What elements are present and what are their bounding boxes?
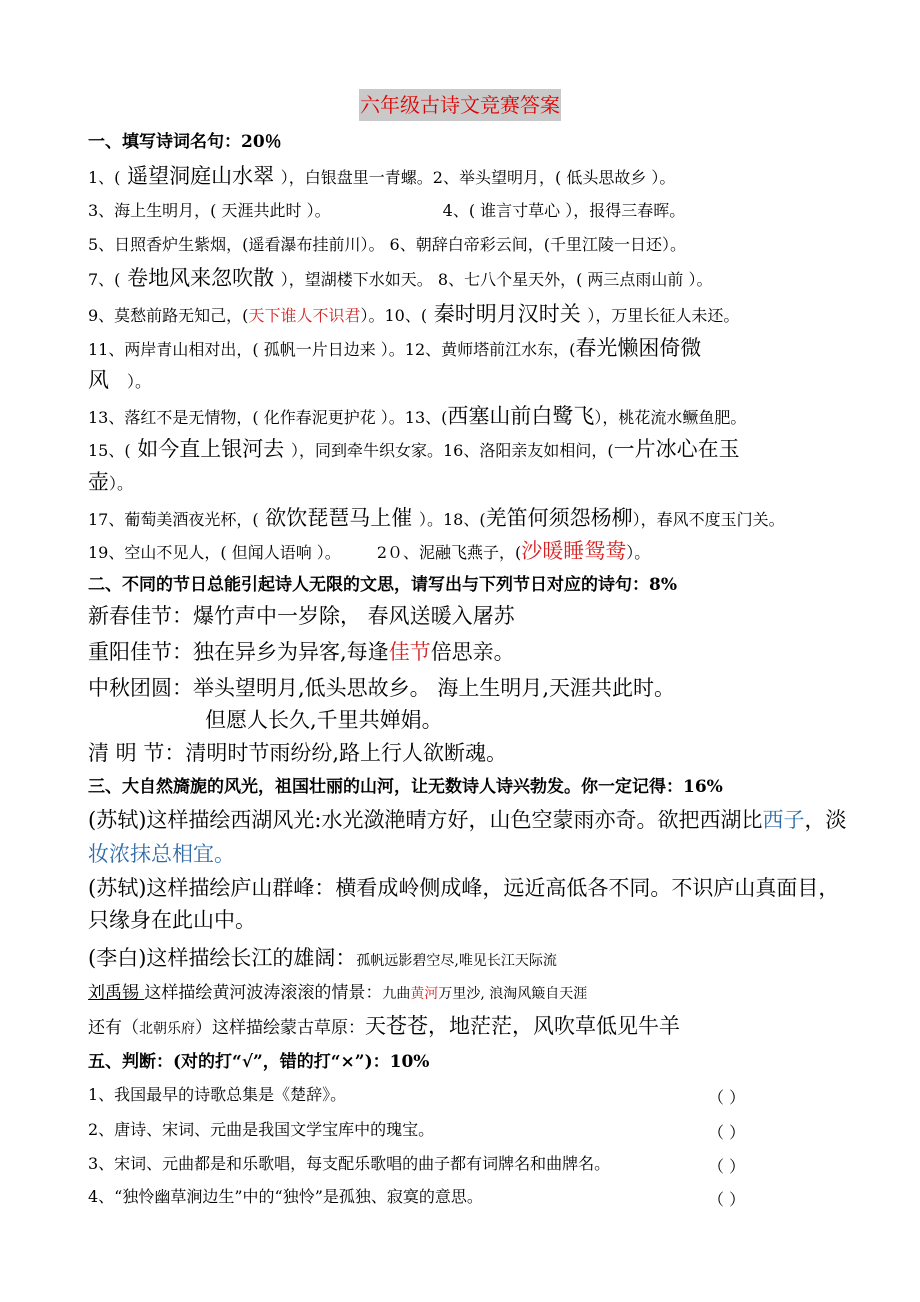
answer-blank: （ ） [708,1157,746,1176]
section-3-heading: 三、大自然旖旎的风光，祖国壮丽的山河，让无数诗人诗兴勃发。你一定记得：16% [88,777,723,797]
question-line: 3、海上生明月，( 天涯共此时 ）。 4、( 谁言寸草心 ），报得三春晖。 [88,201,686,220]
question-line: 风 ）。 [88,368,152,392]
judge-item: 4、“独怜幽草涧边生”中的“独怜”是孤独、寂寞的意思。 [88,1187,483,1206]
answer-blank: （ ） [708,1123,746,1142]
festival-row: 重阳佳节：独在异乡为异客,每逢佳节倍思亲。 [88,640,515,664]
section-5-heading: 五、判断：(对的打“√”，错的打“×”)：10% [88,1052,430,1072]
scenery-line-continued: 妆浓抹总相宜。 [88,842,235,866]
question-line: 1、( 遥望洞庭山水翠 ），白银盘里一青螺。2、举头望明月，( 低头思故乡 ）。 [88,164,676,188]
scenery-line-continued: 只缘身在此山中。 [88,908,256,932]
festival-row: 新春佳节：爆竹声中一岁除， 春风送暖入屠苏 [88,604,515,628]
question-line: 15、( 如今直上银河去 ），同到牵牛织女家。16、洛阳亲友如相问，(一片冰心在玉 [88,437,740,461]
question-line: 17、葡萄美酒夜光杯，( 欲饮琵琶马上催 ）。18、(羌笛何须怨杨柳），春风不度玉门关。 [88,506,785,530]
festival-row: 中秋团圆：举头望明月,低头思故乡。 海上生明月,天涯共此时。 [88,676,676,700]
scenery-line: 刘禹锡 这样描绘黄河波涛滚滚的情景：九曲黄河万里沙, 浪淘风簸自天涯 [88,983,588,1003]
festival-row-continued: 但愿人长久,千里共婵娟。 [205,708,443,732]
page-title: 六年级古诗文竞赛答案 [359,89,561,121]
judge-item: 1、我国最早的诗歌总集是《楚辞》。 [88,1085,347,1104]
scenery-line: (苏轼)这样描绘庐山群峰：横看成岭侧成峰，远近高低各不同。不识庐山真面目， [88,876,840,900]
question-line: 11、两岸青山相对出，( 孤帆一片日边来 ）。12、黄师塔前江水东，(春光懒困倚微 [88,336,702,360]
question-line: 13、落红不是无情物，( 化作春泥更护花 ）。13、(西塞山前白鹭飞），桃花流水鳜鱼肥。 [88,404,747,428]
question-line: 壶）。 [88,470,134,494]
question-line: 7、( 卷地风来忽吹散 ），望湖楼下水如天。 8、七八个星天外，( 两三点雨山前 ）。 [88,266,713,290]
section-1-heading: 一、填写诗词名句：20％ [88,132,282,152]
answer-blank: （ ） [708,1088,746,1107]
section-2-heading: 二、不同的节日总能引起诗人无限的文思，请写出与下列节日对应的诗句：8% [88,575,677,595]
judge-item: 2、唐诗、宋词、元曲是我国文学宝库中的瑰宝。 [88,1120,435,1139]
scenery-line: (苏轼)这样描绘西湖风光:水光潋滟晴方好，山色空蒙雨亦奇。欲把西湖比西子，淡 [88,808,847,832]
question-line: 9、莫愁前路无知己，(天下谁人不识君）。10、( 秦时明月汉时关 ），万里长征人未还。 [88,302,740,326]
question-line: 19、空山不见人，( 但闻人语响 ）。 2０、泥融飞燕子，(沙暖睡鸳鸯）。 [88,539,651,563]
scenery-line: 还有（北朝乐府）这样描绘蒙古草原：天苍苍，地茫茫，风吹草低见牛羊 [88,1014,680,1038]
answer-blank: （ ） [708,1190,746,1209]
festival-row: 清 明 节：清明时节雨纷纷,路上行人欲断魂。 [88,741,508,765]
question-line: 5、日照香炉生紫烟，(遥看瀑布挂前川）。 6、朝辞白帝彩云间，(千里江陵一日还）。 [88,235,686,254]
scenery-line: (李白)这样描绘长江的雄阔：孤帆远影碧空尽,唯见长江天际流 [88,946,557,970]
judge-item: 3、宋词、元曲都是和乐歌唱，每支配乐歌唱的曲子都有词牌名和曲牌名。 [88,1154,611,1173]
